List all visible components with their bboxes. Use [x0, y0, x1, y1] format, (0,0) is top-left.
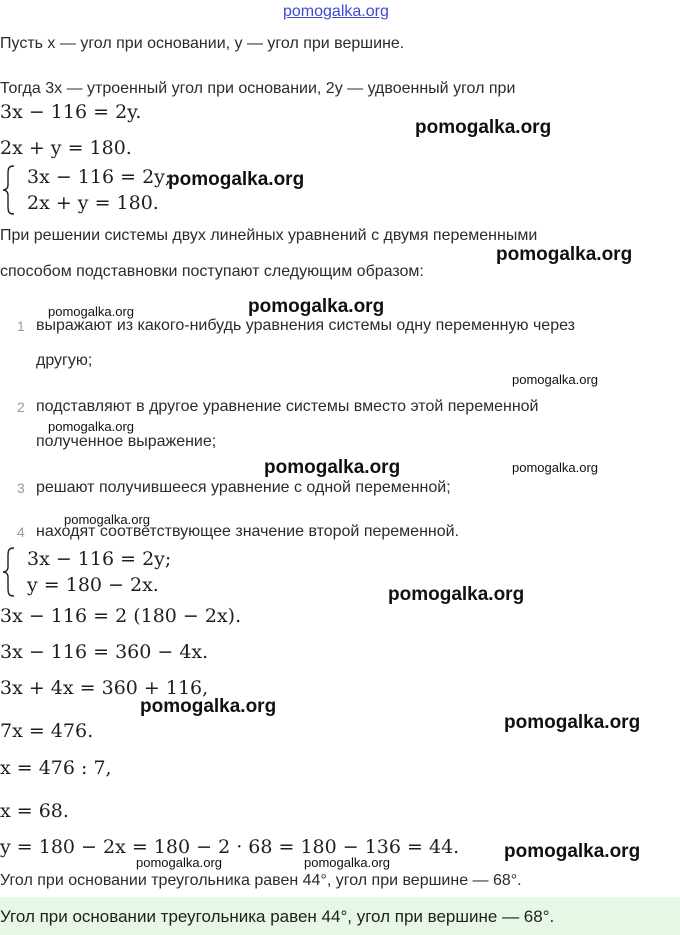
watermark: pomogalka.org [264, 457, 401, 478]
step-number: 2 [17, 399, 25, 415]
step-1-line-2: другую; [36, 352, 93, 369]
step-2-line-2: полученное выражение; [36, 433, 217, 450]
top-watermark-link[interactable]: pomogalka.org [283, 3, 389, 20]
brace-icon [2, 165, 16, 215]
brace-icon [2, 547, 16, 597]
watermark: pomogalka.org [168, 169, 305, 190]
step-1-line-1: выражают из какого-нибудь уравнения системы одну переменную через [36, 317, 575, 334]
watermark: pomogalka.org [304, 855, 390, 870]
system-1-eq-a: 3x − 116 = 2y; [27, 166, 172, 188]
method-line-1: При решении системы двух линейных уравнений с двумя переменными [0, 227, 538, 244]
watermark: pomogalka.org [512, 372, 598, 387]
intro-line-2: Тогда 3x — утроенный угол при основании, 2y — удвоенный угол при [0, 80, 516, 97]
watermark: pomogalka.org [248, 296, 385, 317]
watermark: pomogalka.org [496, 244, 633, 265]
step-4-line-1: находят соответствующее значение второй переменной. [36, 523, 460, 540]
system-2-eq-b: y = 180 − 2x. [27, 574, 159, 596]
conclusion-text: Угол при основании треугольника равен 44°, угол при вершине — 68°. [0, 872, 522, 889]
system-1-eq-b: 2x + y = 180. [27, 192, 159, 214]
solution-step-2: 3x − 116 = 360 − 4x. [0, 641, 209, 663]
equation-1: 3x − 116 = 2y. [0, 101, 142, 123]
watermark: pomogalka.org [64, 512, 150, 527]
step-number: 1 [17, 318, 25, 334]
watermark: pomogalka.org [388, 584, 525, 605]
solution-step-5: x = 476 : 7, [0, 757, 112, 779]
equation-2: 2x + y = 180. [0, 137, 132, 159]
step-3-line-1: решают получившееся уравнение с одной переменной; [36, 479, 451, 496]
method-line-2: способом подставновки поступают следующим образом: [0, 263, 424, 280]
answer-box [0, 897, 680, 935]
solution-step-1: 3x − 116 = 2 (180 − 2x). [0, 605, 242, 627]
watermark: pomogalka.org [136, 855, 222, 870]
solution-step-4: 7x = 476. [0, 720, 94, 742]
intro-line-1: Пусть x — угол при основании, y — угол при вершине. [0, 35, 405, 52]
watermark: pomogalka.org [48, 419, 134, 434]
watermark: pomogalka.org [512, 460, 598, 475]
answer-text: Угол при основании треугольника равен 44°, угол при вершине — 68°. [0, 907, 555, 926]
watermark: pomogalka.org [140, 696, 277, 717]
watermark: pomogalka.org [48, 304, 134, 319]
solution-step-7: y = 180 − 2x = 180 − 2 · 68 = 180 − 136 = 44. [0, 836, 460, 858]
step-number: 4 [17, 524, 25, 540]
solution-step-6: x = 68. [0, 800, 69, 822]
system-2-eq-a: 3x − 116 = 2y; [27, 548, 172, 570]
system-2 [0, 545, 220, 599]
solution-step-3: 3x + 4x = 360 + 116, [0, 677, 209, 699]
watermark: pomogalka.org [415, 117, 552, 138]
watermark: pomogalka.org [504, 841, 641, 862]
step-2-line-1: подставляют в другое уравнение системы вместо этой переменной [36, 398, 539, 415]
watermark: pomogalka.org [504, 712, 641, 733]
step-number: 3 [17, 480, 25, 496]
